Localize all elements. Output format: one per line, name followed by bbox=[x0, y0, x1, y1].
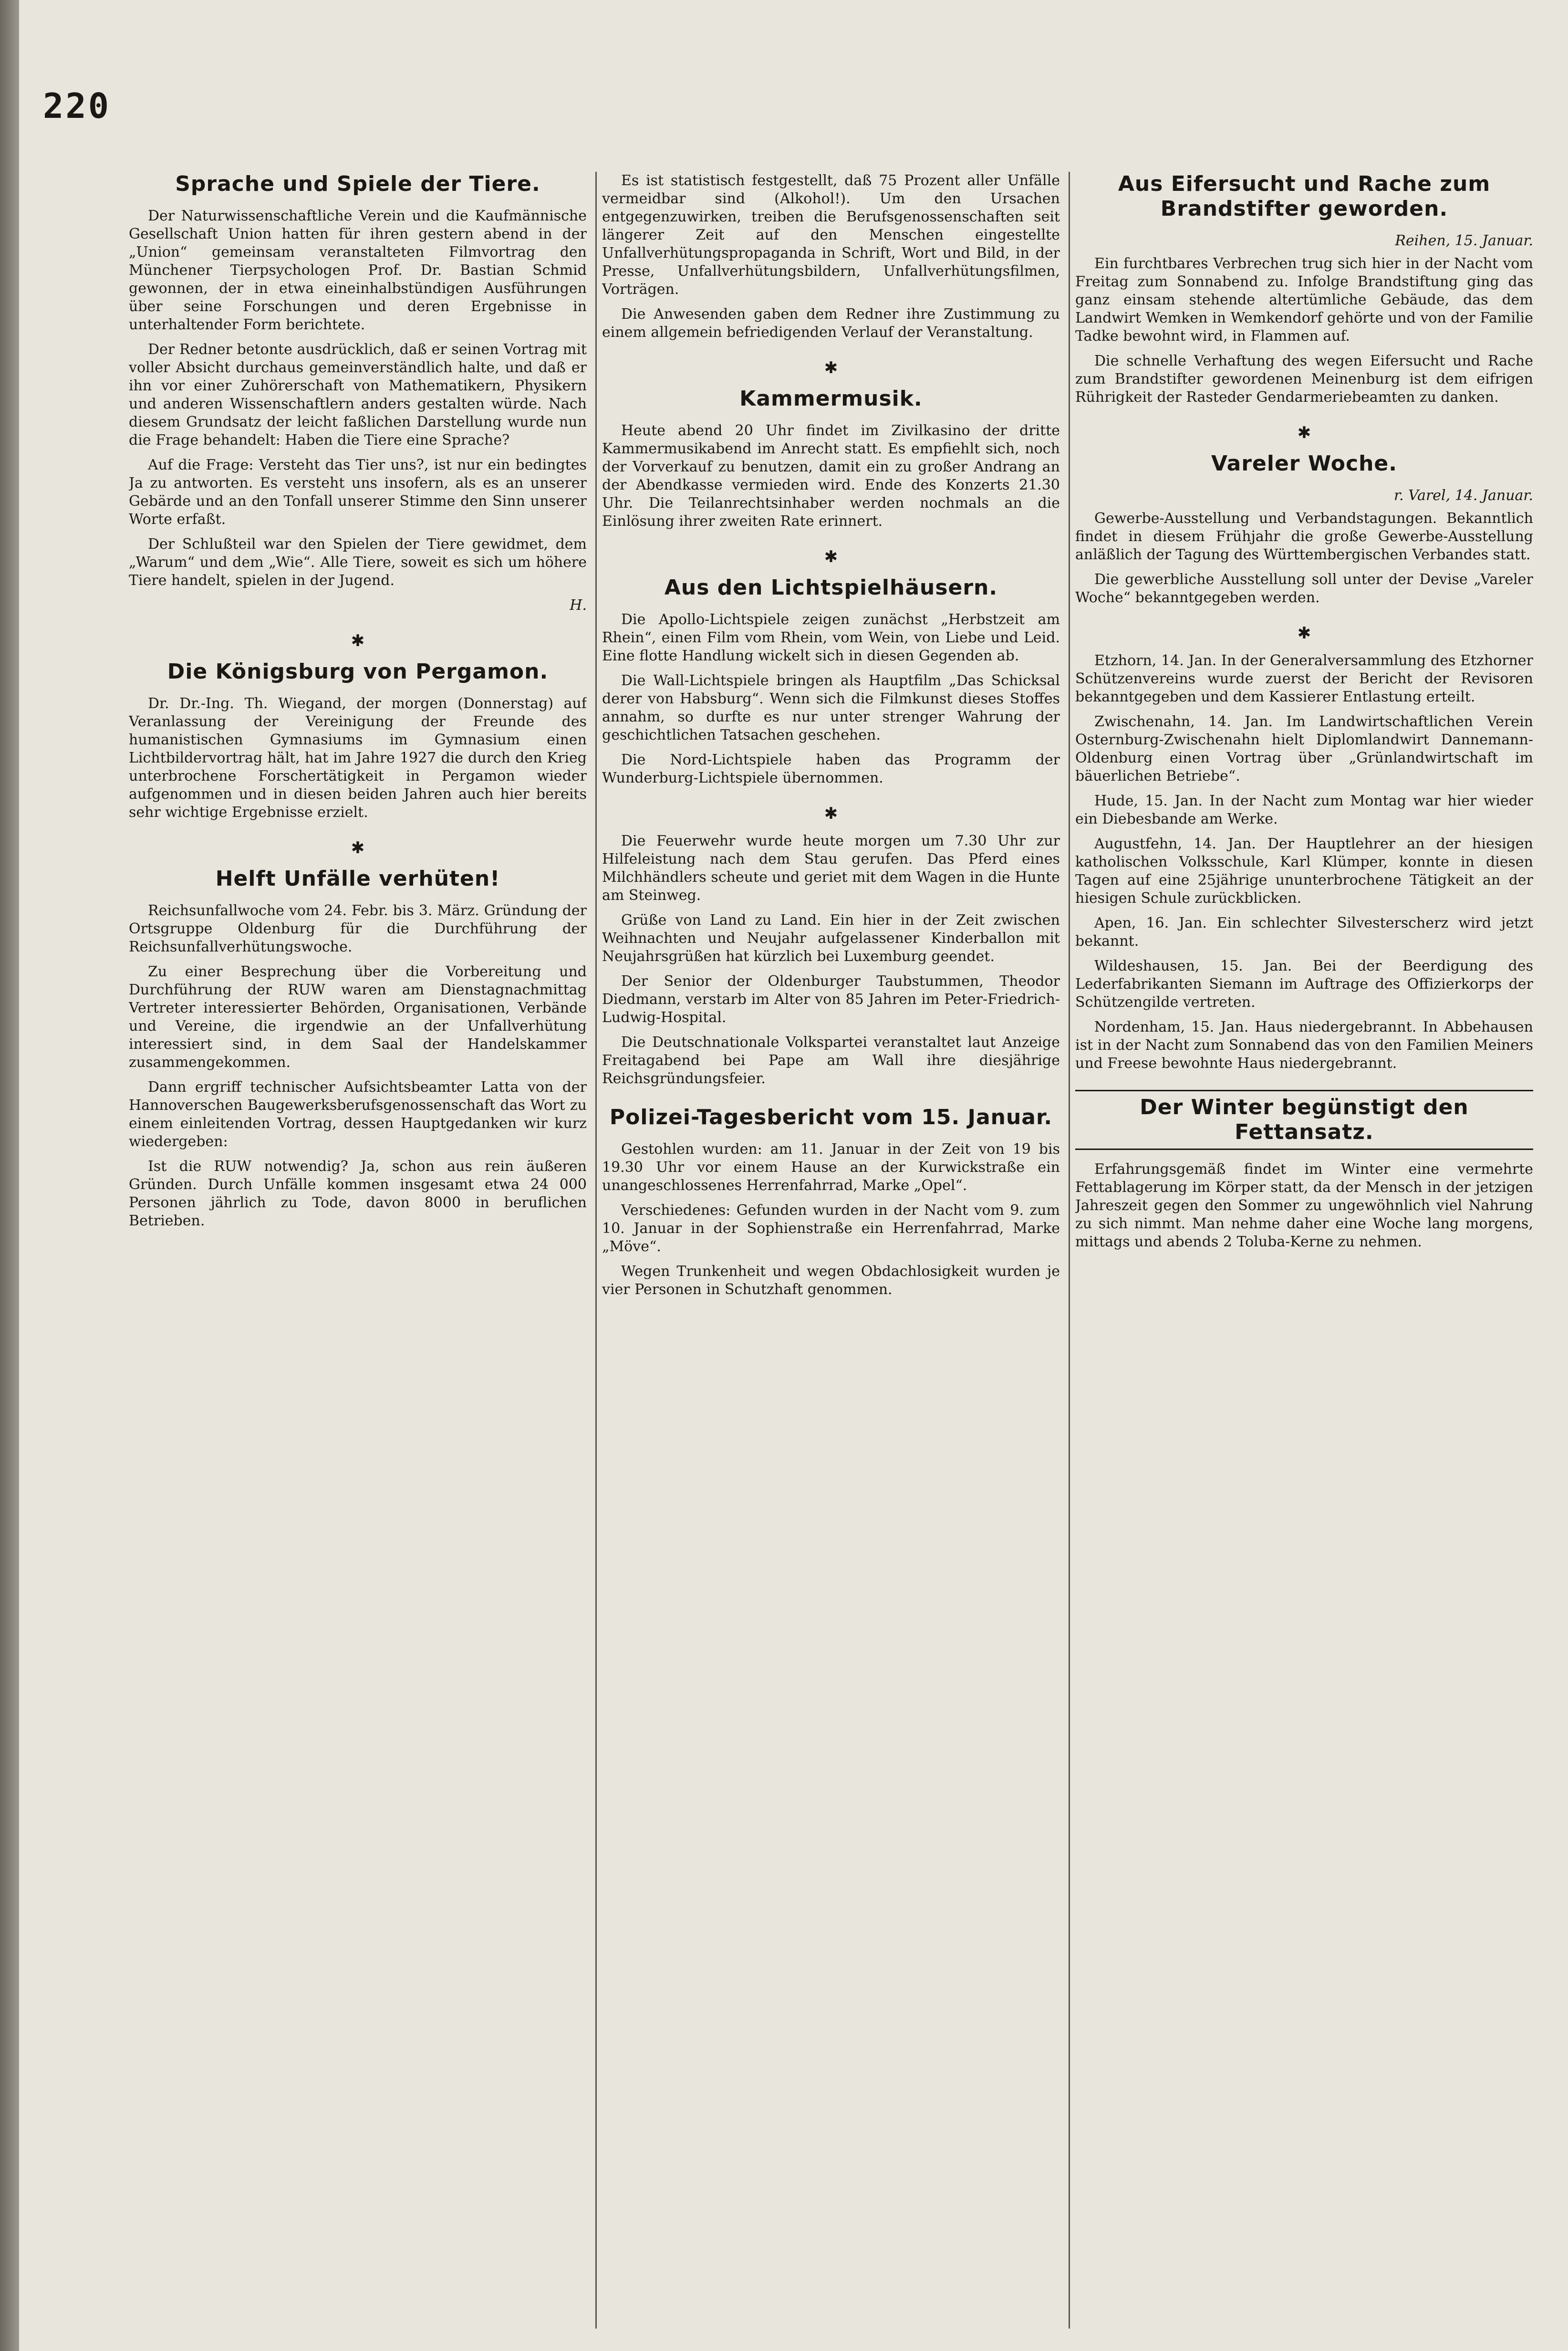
article-paragraph: Die Apollo-Lichtspiele zeigen zunächst „Herbstzeit am Rhein“, einen Film vom Rhein, vom Wein, von Liebe und Leid. Eine flotte Handlung wickelt sich in diesen Gegenden ab. bbox=[602, 611, 1060, 664]
article-paragraph: Dr. Dr.-Ing. Th. Wiegand, der morgen (Donnerstag) auf Veranlassung der Vereinigung der Freunde des humanistischen Gymnasiums im Gymnasium einen Lichtbildervortrag hält, hat im Jahre 1927 die durch den Krieg unterbrochene Forschertätigkeit in Pergamon wieder aufgenommen und in diesen beiden Jahren auch hier bereits sehr wichtige Ergebnisse erzielt. bbox=[129, 695, 587, 821]
article-paragraph: Die Deutschnationale Volkspartei veranstaltet laut Anzeige Freitagabend bei Pape am Wall ihre diesjährige Reichsgründungsfeier. bbox=[602, 1034, 1060, 1087]
article-paragraph: Grüße von Land zu Land. Ein hier in der Zeit zwischen Weihnachten und Neujahr aufgelassener Kinderballon mit Neujahrsgrüßen hat kürzlich bei Luxemburg geendet. bbox=[602, 912, 1060, 965]
article-paragraph: Verschiedenes: Gefunden wurden in der Nacht vom 9. zum 10. Januar in der Sophienstraße ein Herrenfahrrad, Marke „Möve“. bbox=[602, 1202, 1060, 1255]
asterisk-separator: ✱ bbox=[351, 838, 365, 857]
article-headline: Polizei-Tagesbericht vom 15. Januar. bbox=[609, 1105, 1053, 1129]
article-paragraph: Wegen Trunkenheit und wegen Obdachlosigkeit wurden je vier Personen in Schutzhaft genommen. bbox=[602, 1263, 1060, 1298]
article-paragraph: Heute abend 20 Uhr findet im Zivilkasino der dritte Kammermusikabend im Anrecht statt. Es empfiehlt sich, noch der Vorverkauf zu benutzen, damit ein zu großer Andrang an der Abendkasse vermieden wird. Ende des Konzerts 21.30 Uhr. Die Teilanrechtsinhaber werden nochmals an die Einlösung ihrer zweiten Rate erinnert. bbox=[602, 422, 1060, 530]
article-headline: Aus den Lichtspielhäusern. bbox=[664, 575, 998, 600]
article-vareler-woche bbox=[1075, 451, 1533, 607]
article-regional-notes bbox=[1075, 652, 1533, 1073]
article-paragraph: Ist die RUW notwendig? Ja, schon aus rein äußeren Gründen. Durch Unfälle kommen insgesamt etwa 24 000 Personen jährlich zu Tode, davon 8000 in beruflichen Betrieben. bbox=[129, 1158, 587, 1229]
article-paragraph: Dann ergriff technischer Aufsichtsbeamter Latta von der Hannoverschen Baugewerksberufsgenossenschaft das Wort zu einem einleitenden Vortrag, dessen Hauptgedanken wir kurz wiedergeben: bbox=[129, 1079, 587, 1150]
article-paragraph: Reichsunfallwoche vom 24. Febr. bis 3. März. Gründung der Ortsgruppe Oldenburg für die Durchführung der Reichsunfallverhütungswoche. bbox=[129, 902, 587, 955]
article-paragraph: Etzhorn, 14. Jan. In der Generalversammlung des Etzhorner Schützenvereins wurde zuerst der Bericht der Revisoren bekanntgegeben und dem Kassierer Entlastung erteilt. bbox=[1075, 652, 1533, 705]
article-headline: Aus Eifersucht und Rache zum Brandstifter geworden. bbox=[1118, 172, 1491, 221]
article-paragraph: Apen, 16. Jan. Ein schlechter Silvesterscherz wird jetzt bekannt. bbox=[1075, 915, 1533, 950]
article-headline: Sprache und Spiele der Tiere. bbox=[175, 172, 540, 196]
article-signature: H. bbox=[570, 597, 587, 614]
article-paragraph: Erfahrungsgemäß findet im Winter eine vermehrte Fettablagerung im Körper statt, da der Mensch in der jetzigen Jahreszeit gegen den Sommer zu ungewöhnlich viel Nahrung zu sich nimmt. Man nehme daher eine Woche lang morgens, mittags und abends 2 Toluba-Kerne zu nehmen. bbox=[1075, 1161, 1533, 1250]
article-eifersucht-rache bbox=[1075, 172, 1533, 407]
article-paragraph: Nordenham, 15. Jan. Haus niedergebrannt. In Abbehausen ist in der Nacht zum Sonnabend das von den Familien Meiners und Freese bewohnte Haus niedergebrannt. bbox=[1075, 1019, 1533, 1072]
article-paragraph: Der Schlußteil war den Spielen der Tiere gewidmet, dem „Warum“ und dem „Wie“. Alle Tiere, soweit es sich um höhere Tiere handelt, spielen in der Jugend. bbox=[129, 536, 587, 589]
asterisk-separator: ✱ bbox=[351, 631, 365, 650]
article-paragraph: Zu einer Besprechung über die Vorbereitung und Durchführung der RUW waren am Dienstagnachmittag Vertreter interessierter Behörden, Organisationen, Verbände und Vereine, die irgendwie an der Unfallverhütung interessiert sind, in dem Saal der Handelskammer zusammengekommen. bbox=[129, 963, 587, 1071]
article-paragraph: Hude, 15. Jan. In der Nacht zum Montag war hier wieder ein Diebesbande am Werke. bbox=[1075, 793, 1533, 827]
article-headline: Kammermusik. bbox=[739, 387, 923, 411]
column-rule bbox=[1069, 172, 1070, 2329]
asterisk-separator: ✱ bbox=[824, 547, 838, 566]
article-paragraph: Auf die Frage: Versteht das Tier uns?, ist nur ein bedingtes Ja zu antworten. Es versteht uns insofern, als es an unserer Gebärde und an den Tonfall unserer Stimme den Sinn unserer Worte erfaßt. bbox=[129, 457, 587, 528]
article-dateline: r. Varel, 14. Januar. bbox=[1394, 487, 1533, 504]
article-headline: Der Winter begünstigt den Fettansatz. bbox=[1075, 1090, 1533, 1150]
article-lichtspielhaeuser bbox=[602, 575, 1060, 787]
article-sprache-tiere bbox=[129, 172, 587, 615]
article-paragraph: Der Redner betonte ausdrücklich, daß er seinen Vortrag mit voller Absicht durchaus gemeinverständlich halte, und daß er ihn vor einer Zuhörerschaft von Mathematikern, Physikern und anderen Wissenschaftlern anders gestalten würde. Nach diesem Grundsatz der leicht faßlichen Darstellung wurde nun die Frage behandelt: Haben die Tiere eine Sprache? bbox=[129, 341, 587, 449]
article-paragraph: Der Senior der Oldenburger Taubstummen, Theodor Diedmann, verstarb im Alter von 85 Jahren im Peter-Friedrich-Ludwig-Hospital. bbox=[602, 973, 1060, 1026]
article-paragraph: Der Naturwissenschaftliche Verein und die Kaufmännische Gesellschaft Union hatten für ihren gestern abend in der „Union“ gemeinsam veranstalteten Filmvortrag den Münchener Tierpsychologen Prof. Dr. Bastian Schmid gewonnen, der in etwa eineinhalbstündigen Ausführungen über seine Forschungen und deren Ergebnisse in unterhaltender Form berichtete. bbox=[129, 208, 587, 333]
column-rule bbox=[595, 172, 597, 2329]
article-paragraph: Die Wall-Lichtspiele bringen als Hauptfilm „Das Schicksal derer von Habsburg“. Wenn sich die Filmkunst dieses Stoffes annahm, so durfte es nur unter strenger Wahrung der geschichtlichen Tatsachen geschehen. bbox=[602, 672, 1060, 743]
column-1 bbox=[129, 172, 587, 2329]
article-paragraph: Die Feuerwehr wurde heute morgen um 7.30 Uhr zur Hilfeleistung nach dem Stau gerufen. Das Pferd eines Milchhändlers scheute und geriet mit dem Wagen in die Hunte am Steinweg. bbox=[602, 833, 1060, 904]
asterisk-separator: ✱ bbox=[824, 804, 838, 823]
article-paragraph: Die Nord-Lichtspiele haben das Programm der Wunderburg-Lichtspiele übernommen. bbox=[602, 752, 1060, 786]
article-winter-fettansatz bbox=[1075, 1090, 1533, 1251]
article-paragraph: Ein furchtbares Verbrechen trug sich hier in der Nacht vom Freitag zum Sonnabend zu. Infolge Brandstiftung ging das ganz einsam stehende altertümliche Gebäude, das dem Landwirt Wemken in Wemkendorf gehörte und von der Familie Tadke bewohnt wird, in Flammen auf. bbox=[1075, 255, 1533, 345]
column-3 bbox=[1075, 172, 1533, 2329]
article-local-notes bbox=[602, 832, 1060, 1088]
article-paragraph: Es ist statistisch festgestellt, daß 75 Prozent aller Unfälle vermeidbar sind (Alkohol!). Um den Ursachen entgegenzuwirken, treiben die Berufsgenossenschaften seit längerer Zeit auf den Menschen eingestellte Unfallverhütungspropaganda in Schrift, Wort und Bild, in der Presse, Unfallverhütungsbildern, Unfallverhütungsfilmen, Vorträgen. bbox=[602, 172, 1060, 298]
article-unfaelle-verhueten bbox=[129, 867, 587, 1230]
page-number: 220 bbox=[43, 86, 111, 126]
article-headline: Die Königsburg von Pergamon. bbox=[167, 659, 549, 684]
article-paragraph: Gestohlen wurden: am 11. Januar in der Zeit von 19 bis 19.30 Uhr vor einem Hause an der Kurwickstraße ein unangeschlossenes Herrenfahrrad, Marke „Opel“. bbox=[602, 1141, 1060, 1194]
article-unfaelle-continued bbox=[602, 172, 1060, 342]
asterisk-separator: ✱ bbox=[1297, 423, 1311, 442]
article-headline: Helft Unfälle verhüten! bbox=[215, 867, 500, 891]
article-polizei-tagesbericht bbox=[602, 1105, 1060, 1299]
article-paragraph: Wildeshausen, 15. Jan. Bei der Beerdigung des Lederfabrikanten Siemann im Auftrage des Offizierkorps der Schützengilde vertreten. bbox=[1075, 958, 1533, 1011]
asterisk-separator: ✱ bbox=[824, 358, 838, 377]
asterisk-separator: ✱ bbox=[1297, 624, 1311, 643]
article-koenigsburg-pergamon bbox=[129, 659, 587, 822]
article-headline: Vareler Woche. bbox=[1211, 451, 1397, 476]
page-gutter-shadow bbox=[0, 0, 19, 2351]
column-2 bbox=[602, 172, 1060, 2329]
article-paragraph: Zwischenahn, 14. Jan. Im Landwirtschaftlichen Verein Osternburg-Zwischenahn hielt Diplomlandwirt Dannemann-Oldenburg einen Vortrag über „Grünlandwirtschaft im bäuerlichen Betriebe“. bbox=[1075, 713, 1533, 784]
article-paragraph: Die schnelle Verhaftung des wegen Eifersucht und Rache zum Brandstifter gewordenen Meinenburg ist dem eifrigen Rührigkeit der Rasteder Gendarmeriebeamten zu danken. bbox=[1075, 353, 1533, 406]
article-paragraph: Die gewerbliche Ausstellung soll unter der Devise „Vareler Woche“ bekanntgegeben werden. bbox=[1075, 571, 1533, 606]
article-kammermusik bbox=[602, 387, 1060, 531]
article-paragraph: Die Anwesenden gaben dem Redner ihre Zustimmung zu einem allgemein befriedigenden Verlauf der Veranstaltung. bbox=[602, 306, 1060, 341]
article-paragraph: Augustfehn, 14. Jan. Der Hauptlehrer an der hiesigen katholischen Volksschule, Karl Klümper, konnte in diesen Tagen auf eine 25jährige ununterbrochene Tätigkeit an der hiesigen Schule zurückblicken. bbox=[1075, 836, 1533, 907]
article-paragraph: Gewerbe-Ausstellung und Verbandstagungen. Bekanntlich findet in diesem Frühjahr die große Gewerbe-Ausstellung anläßlich der Tagung des Württembergischen Verbandes statt. bbox=[1075, 510, 1533, 563]
article-dateline: Reihen, 15. Januar. bbox=[1395, 232, 1533, 249]
